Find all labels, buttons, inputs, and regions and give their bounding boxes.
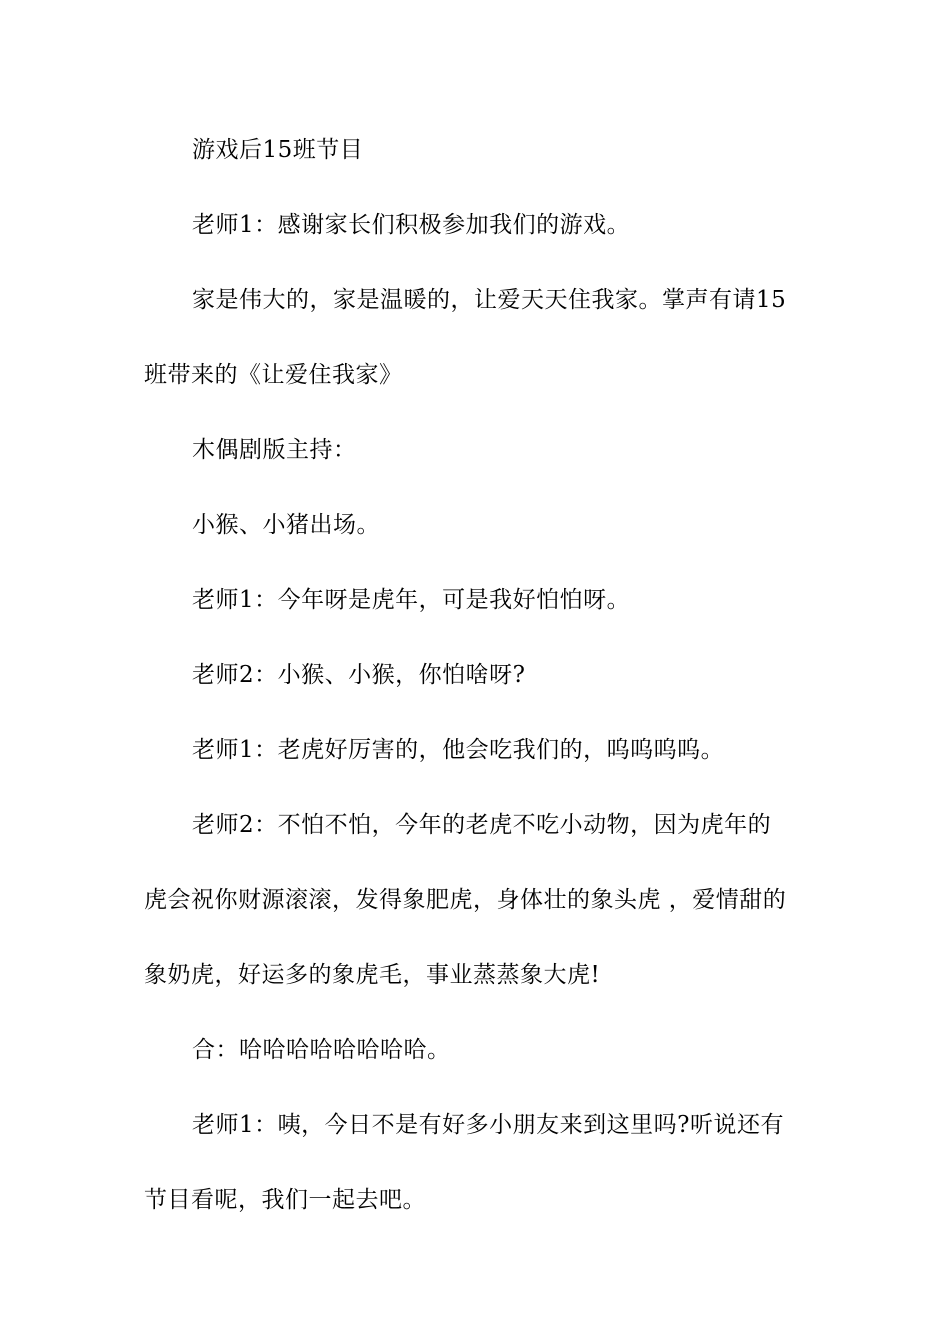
paragraph-line: 老师1：老虎好厉害的，他会吃我们的，呜呜呜呜。 (192, 737, 725, 763)
paragraph (144, 263, 810, 413)
paragraph-line: 象奶虎，好运多的象虎毛，事业蒸蒸象大虎! (144, 962, 601, 988)
paragraph-line: 合：哈哈哈哈哈哈哈哈。 (192, 1037, 451, 1063)
paragraph (144, 488, 810, 563)
paragraph (144, 1088, 810, 1238)
paragraph-line: 老师2：不怕不怕，今年的老虎不吃小动物，因为虎年的 (192, 812, 772, 838)
paragraph-line: 家是伟大的，家是温暖的，让爱天天住我家。掌声有请15 (192, 287, 787, 313)
paragraph (144, 413, 810, 488)
paragraph (144, 713, 810, 788)
paragraph-line: 老师1：咦，今日不是有好多小朋友来到这里吗?听说还有 (192, 1112, 784, 1138)
paragraph (144, 113, 810, 188)
paragraph (144, 788, 810, 1013)
paragraph-line: 老师1：今年呀是虎年，可是我好怕怕呀。 (192, 587, 631, 613)
paragraph-line: 小猴、小猪出场。 (192, 512, 380, 538)
paragraph-line: 节目看呢，我们一起去吧。 (144, 1187, 426, 1213)
paragraph-line: 游戏后15班节目 (192, 137, 364, 163)
paragraph-line: 虎会祝你财源滚滚，发得象肥虎，身体壮的象头虎 ，爱情甜的 (144, 887, 787, 913)
paragraph (144, 1013, 810, 1088)
paragraph (144, 188, 810, 263)
paragraph-line: 班带来的《让爱住我家》 (144, 362, 403, 388)
paragraph-line: 老师1：感谢家长们积极参加我们的游戏。 (192, 212, 631, 238)
paragraph (144, 563, 810, 638)
paragraph-line: 老师2：小猴、小猴，你怕啥呀? (192, 662, 526, 688)
paragraph-line: 木偶剧版主持： (192, 437, 357, 463)
paragraph (144, 638, 810, 713)
